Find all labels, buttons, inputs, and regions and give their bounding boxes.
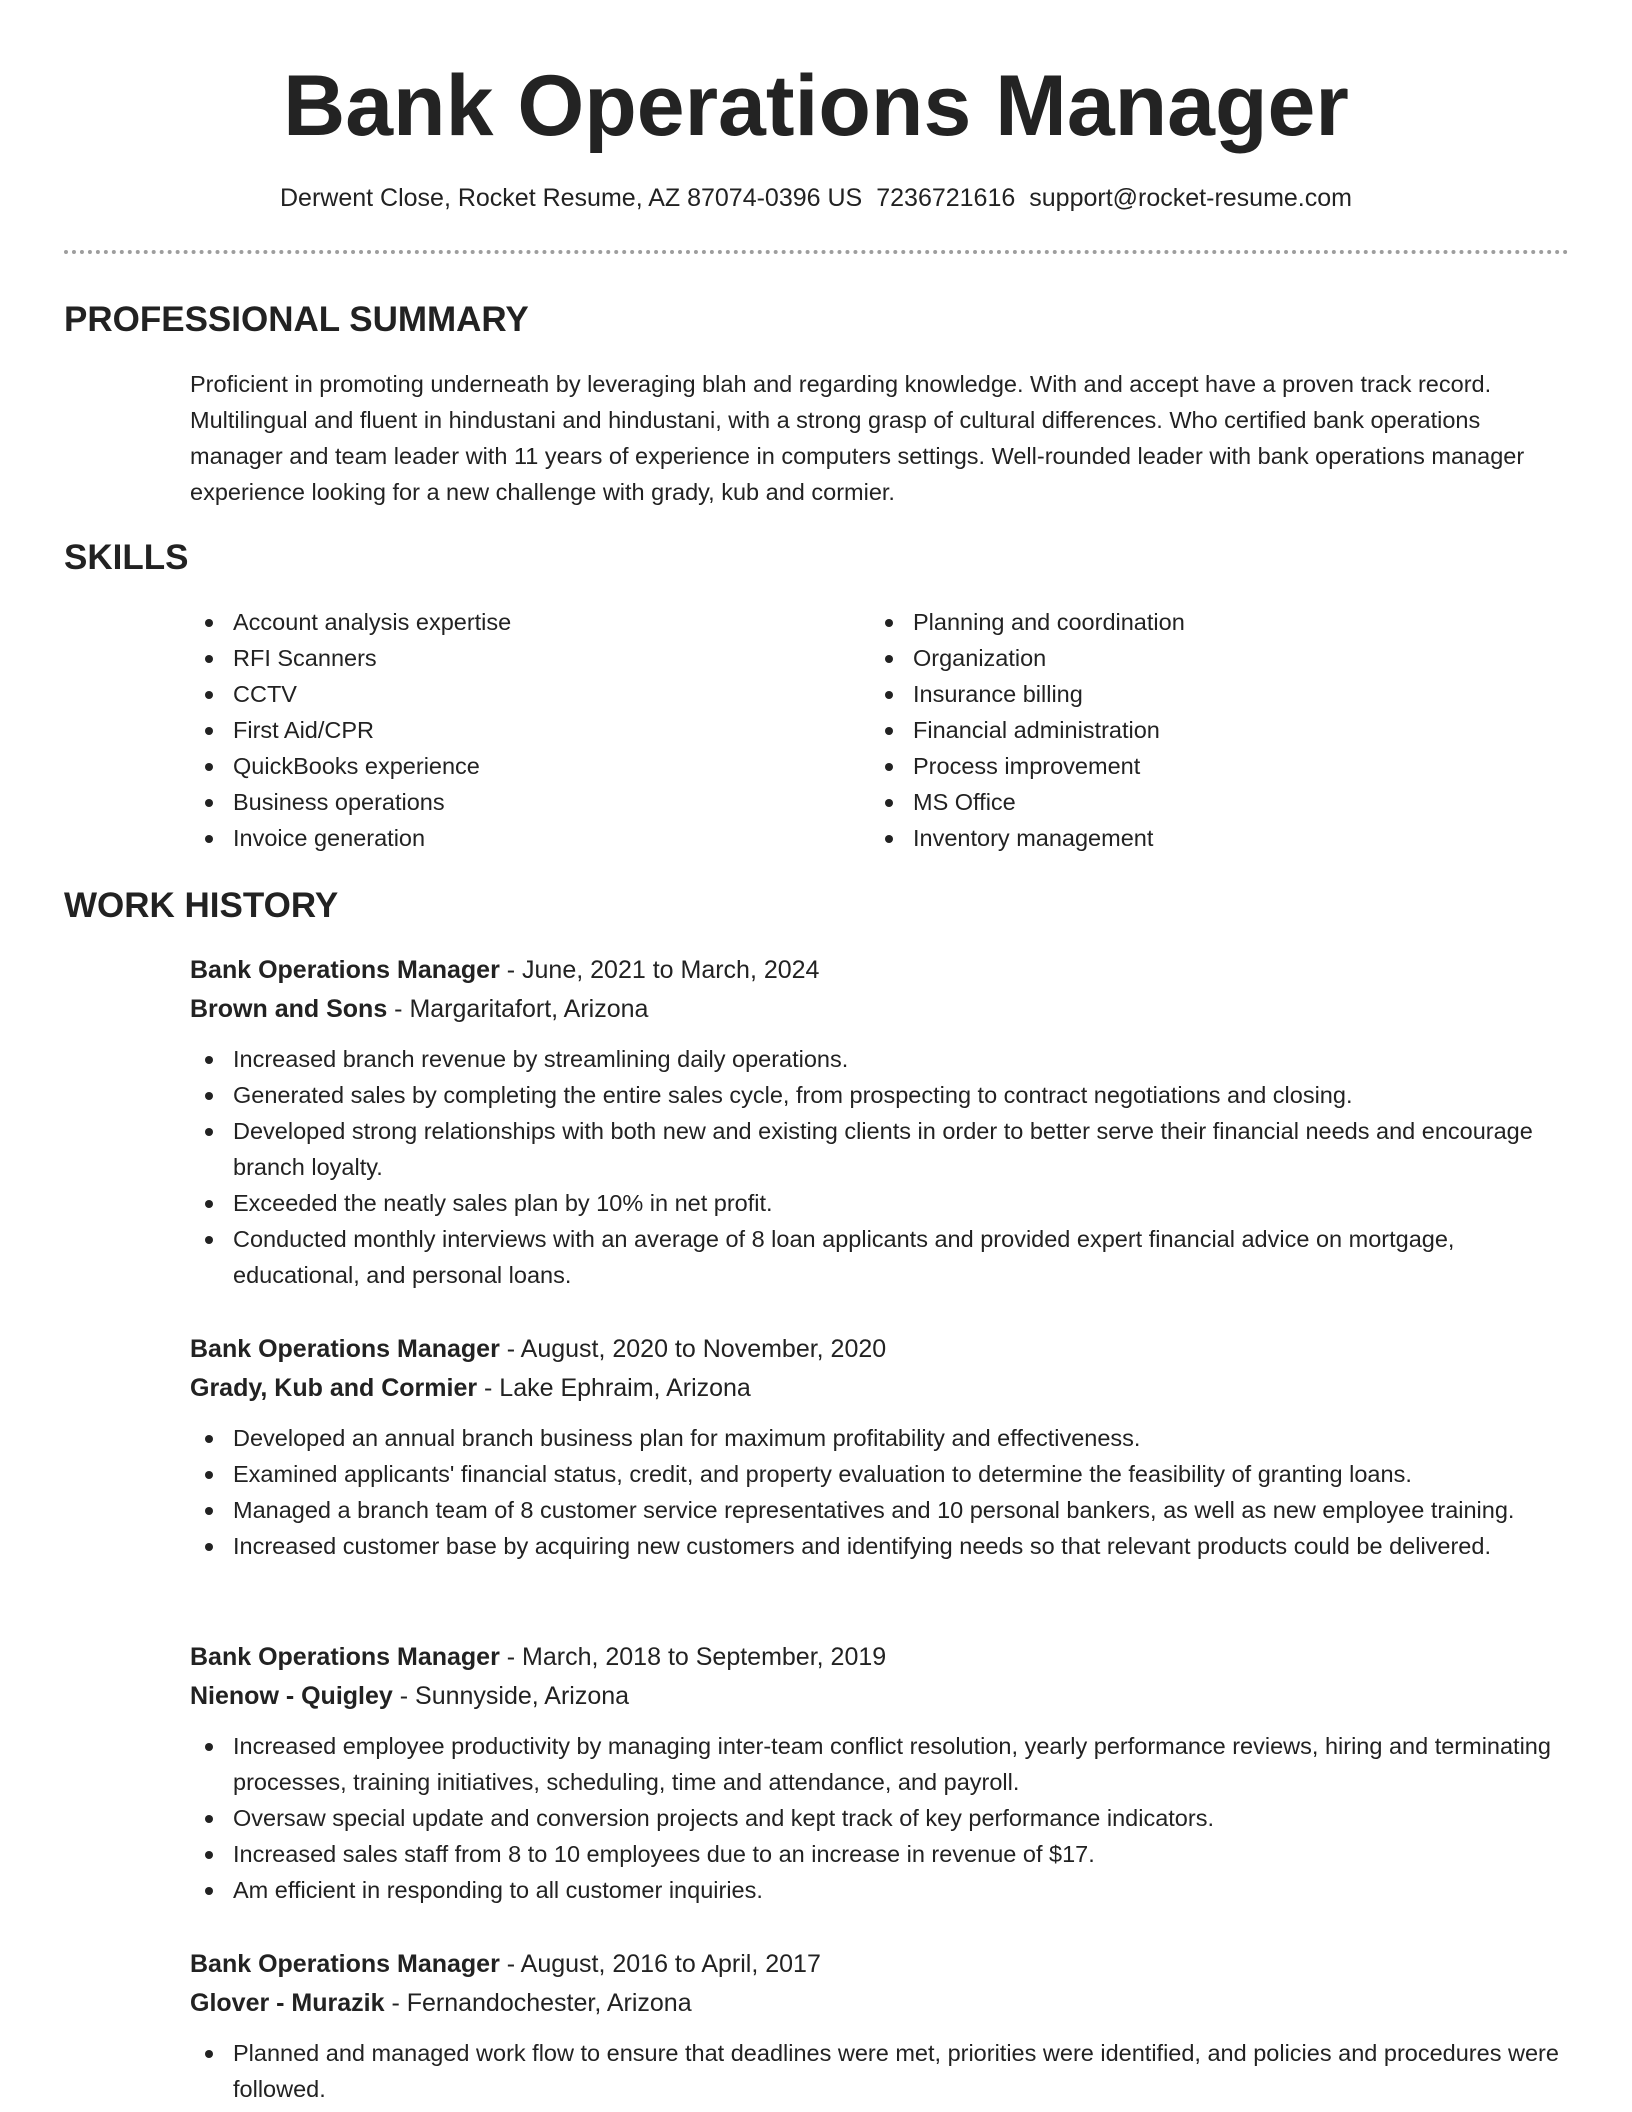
header-divider: [64, 250, 1569, 254]
job-bullet: Increased branch revenue by streamlining daily operations.: [190, 1041, 1570, 1077]
contact-line: [0, 180, 1632, 216]
job-entry: [190, 1330, 1570, 1564]
skill-item: First Aid/CPR: [190, 712, 830, 748]
job-entry: [190, 1638, 1570, 1908]
job-bullet: Increased customer base by acquiring new customers and identifying needs so that relevant products could be delivered.: [190, 1528, 1570, 1564]
skill-item: Invoice generation: [190, 820, 830, 856]
skills-list-left: [190, 604, 830, 856]
job-entry: [190, 1945, 1570, 2107]
job-company-line: [190, 1984, 1570, 2023]
skill-item: Insurance billing: [870, 676, 1570, 712]
skill-item: Account analysis expertise: [190, 604, 830, 640]
job-location: - Margaritafort, Arizona: [387, 995, 649, 1023]
job-title-line: [190, 1945, 1570, 1984]
contact-address: Derwent Close, Rocket Resume, AZ 87074-0396 US: [280, 184, 863, 212]
job-company: Brown and Sons: [190, 995, 388, 1023]
job-company: Glover - Murazik: [190, 1989, 385, 2017]
job-dates: - August, 2020 to November, 2020: [499, 1335, 887, 1363]
job-bullet: Developed an annual branch business plan for maximum profitability and effectiveness.: [190, 1420, 1570, 1456]
skill-item: Planning and coordination: [870, 604, 1570, 640]
job-company-line: [190, 990, 1570, 1029]
job-entry: [190, 951, 1570, 1293]
job-bullet: Examined applicants' financial status, credit, and property evaluation to determine the feasibility of granting loans.: [190, 1456, 1570, 1492]
skill-item: MS Office: [870, 784, 1570, 820]
skill-item: QuickBooks experience: [190, 748, 830, 784]
job-role: Bank Operations Manager: [190, 1950, 500, 1978]
contact-phone: 7236721616: [876, 184, 1016, 212]
job-dates: - June, 2021 to March, 2024: [499, 956, 820, 984]
job-dates: - March, 2018 to September, 2019: [499, 1643, 887, 1671]
job-company-line: [190, 1677, 1570, 1716]
job-company: Grady, Kub and Cormier: [190, 1374, 478, 1402]
section-title-summary: PROFESSIONAL SUMMARY: [64, 300, 529, 339]
job-company: Nienow - Quigley: [190, 1682, 393, 1710]
job-dates: - August, 2016 to April, 2017: [499, 1950, 821, 1978]
job-location: - Fernandochester, Arizona: [384, 1989, 692, 2017]
section-title-work-history: WORK HISTORY: [64, 886, 339, 925]
section-title-skills: SKILLS: [64, 538, 189, 577]
job-bullets: [190, 1041, 1570, 1293]
job-bullet: Increased employee productivity by managing inter-team conflict resolution, yearly performance reviews, hiring and terminating processes, training initiatives, scheduling, time and attendance, and payroll.: [190, 1728, 1570, 1800]
job-bullets: [190, 1728, 1570, 1908]
skill-item: CCTV: [190, 676, 830, 712]
skill-item: Organization: [870, 640, 1570, 676]
resume-name: Bank Operations Manager: [283, 58, 1349, 154]
job-role: Bank Operations Manager: [190, 1335, 500, 1363]
job-location: - Sunnyside, Arizona: [392, 1682, 630, 1710]
skill-item: RFI Scanners: [190, 640, 830, 676]
job-bullet: Managed a branch team of 8 customer service representatives and 10 personal bankers, as well as new employee training.: [190, 1492, 1570, 1528]
contact-email: support@rocket-resume.com: [1029, 184, 1352, 212]
skills-list-right: [870, 604, 1570, 856]
job-bullet: Generated sales by completing the entire sales cycle, from prospecting to contract negotiations and closing.: [190, 1077, 1570, 1113]
job-company-line: [190, 1369, 1570, 1408]
skill-item: Process improvement: [870, 748, 1570, 784]
job-role: Bank Operations Manager: [190, 1643, 500, 1671]
job-title-line: [190, 1330, 1570, 1369]
summary-text: Proficient in promoting underneath by leveraging blah and regarding knowledge. With and accept have a proven track record. Multilingual and fluent in hindustani and hindustani, with a strong grasp of cultural differences. Who certified bank operations manager and team leader with 11 years of experience in computers settings. Well-rounded leader with bank operations manager experience looking for a new challenge with grady, kub and cormier.: [190, 371, 1525, 505]
job-bullet: Planned and managed work flow to ensure that deadlines were met, priorities were identified, and policies and procedures were followed.: [190, 2035, 1570, 2107]
job-location: - Lake Ephraim, Arizona: [477, 1374, 751, 1402]
job-bullet: Developed strong relationships with both new and existing clients in order to better serve their financial needs and encourage branch loyalty.: [190, 1113, 1570, 1185]
job-bullets: [190, 1420, 1570, 1564]
job-title-line: [190, 951, 1570, 990]
job-bullets: [190, 2035, 1570, 2107]
job-bullet: Am efficient in responding to all customer inquiries.: [190, 1872, 1570, 1908]
job-role: Bank Operations Manager: [190, 956, 500, 984]
job-title-line: [190, 1638, 1570, 1677]
skill-item: Business operations: [190, 784, 830, 820]
skill-item: Inventory management: [870, 820, 1570, 856]
job-bullet: Conducted monthly interviews with an average of 8 loan applicants and provided expert financial advice on mortgage, educational, and personal loans.: [190, 1221, 1570, 1293]
skill-item: Financial administration: [870, 712, 1570, 748]
job-bullet: Exceeded the neatly sales plan by 10% in net profit.: [190, 1185, 1570, 1221]
job-bullet: Oversaw special update and conversion projects and kept track of key performance indicators.: [190, 1800, 1570, 1836]
job-bullet: Increased sales staff from 8 to 10 employees due to an increase in revenue of $17.: [190, 1836, 1570, 1872]
